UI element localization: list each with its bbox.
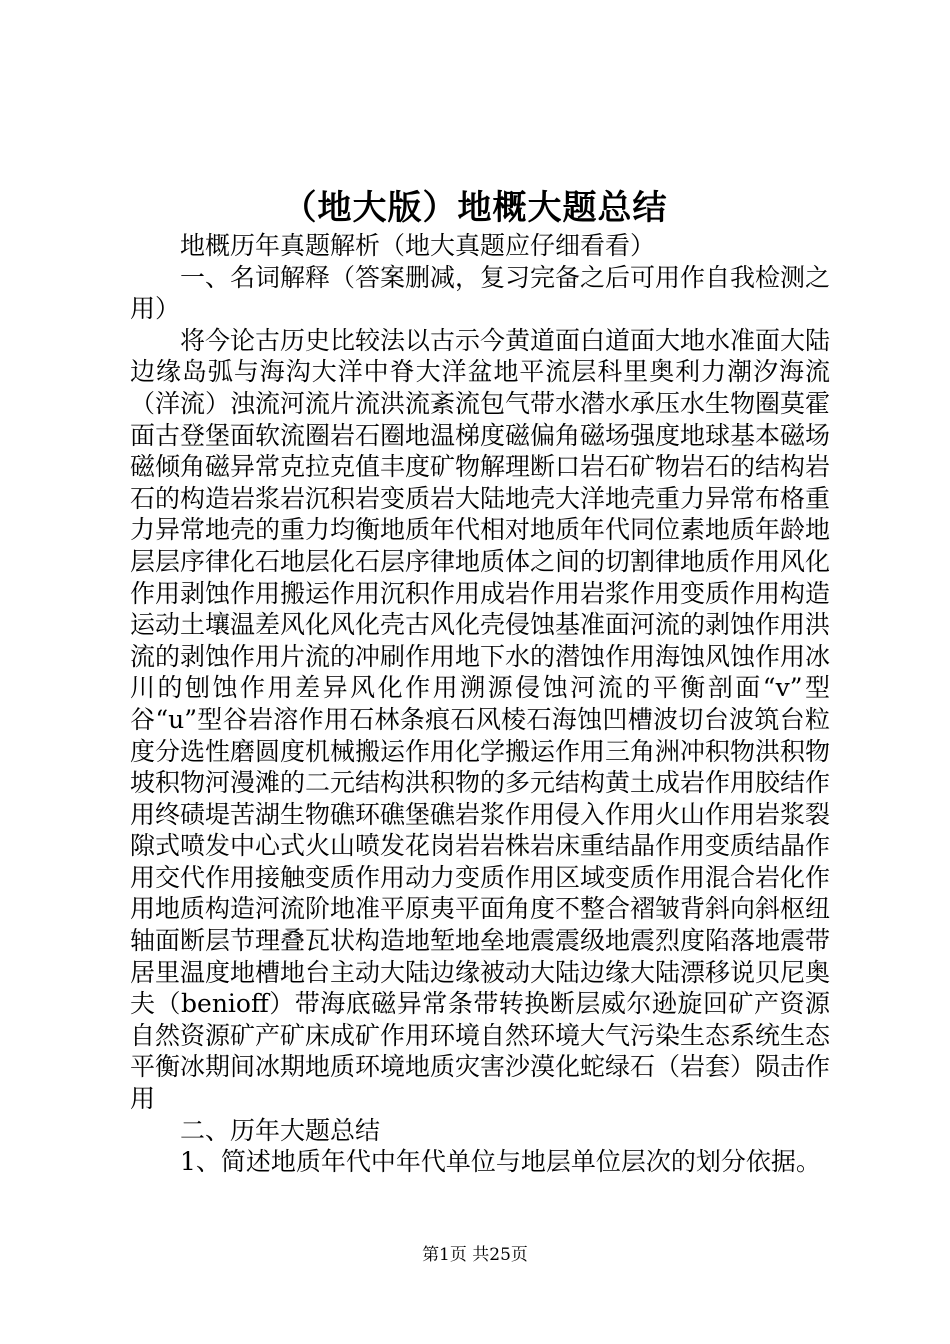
paragraph-intro: 地概历年真题解析（地大真题应仔细看看） <box>180 231 656 260</box>
section-heading-summary: 二、历年大题总结 <box>180 1115 381 1145</box>
page-number: 第1页 共25页 <box>422 1245 528 1265</box>
section-heading-terms: 一、名词解释（答案删减，复习完备之后可用作自我检测之用） <box>130 262 831 324</box>
question-item: 1、简述地质年代中年代单位与地层单位层次的划分依据。 <box>180 1147 821 1177</box>
document-title: （地大版）地概大题总结 <box>282 188 668 228</box>
document-body <box>130 230 830 1178</box>
paragraph-terms-list: 将今论古历史比较法以古示今黄道面白道面大地水准面大陆边缘岛弧与海沟大洋中脊大洋盆地平流层科里奥利力潮汐海流（洋流）浊流河流片流洪流紊流包气带水潜水承压水生物圈莫霍面古登堡面软流圈岩石圈地温梯度磁偏角磁场强度地球基本磁场磁倾角磁异常克拉克值丰度矿物解理断口岩石矿物岩石的结构岩石的构造岩浆岩沉积岩变质岩大陆地壳大洋地壳重力异常布格重力异常地壳的重力均衡地质年代相对地质年代同位素地质年龄地层层序律化石地层化石层序律地质体之间的切割律地质作用风化作用剥蚀作用搬运作用沉积作用成岩作用岩浆作用变质作用构造运动土壤温差风化风化壳古风化壳侵蚀基准面河流的剥蚀作用洪流的剥蚀作用片流的冲刷作用地下水的潜蚀作用海蚀风蚀作用冰川的刨蚀作用差异风化作用溯源侵蚀河流的平衡剖面“v”型谷“u”型谷岩溶作用石林条痕石风棱石海蚀凹槽波切台波筑台粒度分选性磨圆度机械搬运作用化学搬运作用三角洲冲积物洪积物坡积物河漫滩的二元结构洪积物的多元结构黄土成岩作用胶结作用终碛堤苦湖生物礁环礁堡礁岩浆作用侵入作用火山作用岩浆裂隙式喷发中心式火山喷发花岗岩岩株岩床重结晶作用变质结晶作用交代作用接触变质作用动力变质作用区域变质作用混合岩化作用地质构造河流阶地准平原夷平面角度不整合褶皱背斜向斜枢纽轴面断层节理叠瓦状构造地堑地垒地震震级地震烈度陷落地震带居里温度地槽地台主动大陆边缘被动大陆边缘大陆漂移说贝尼奥夫（benioff）带海底磁异常条带转换断层威尔逊旋回矿产资源自然资源矿产矿床成矿作用环境自然环境大气污染生态系统生态平衡冰期间冰期地质环境地质灾害沙漠化蛇绿石（岩套）陨击作用 <box>130 325 831 1114</box>
